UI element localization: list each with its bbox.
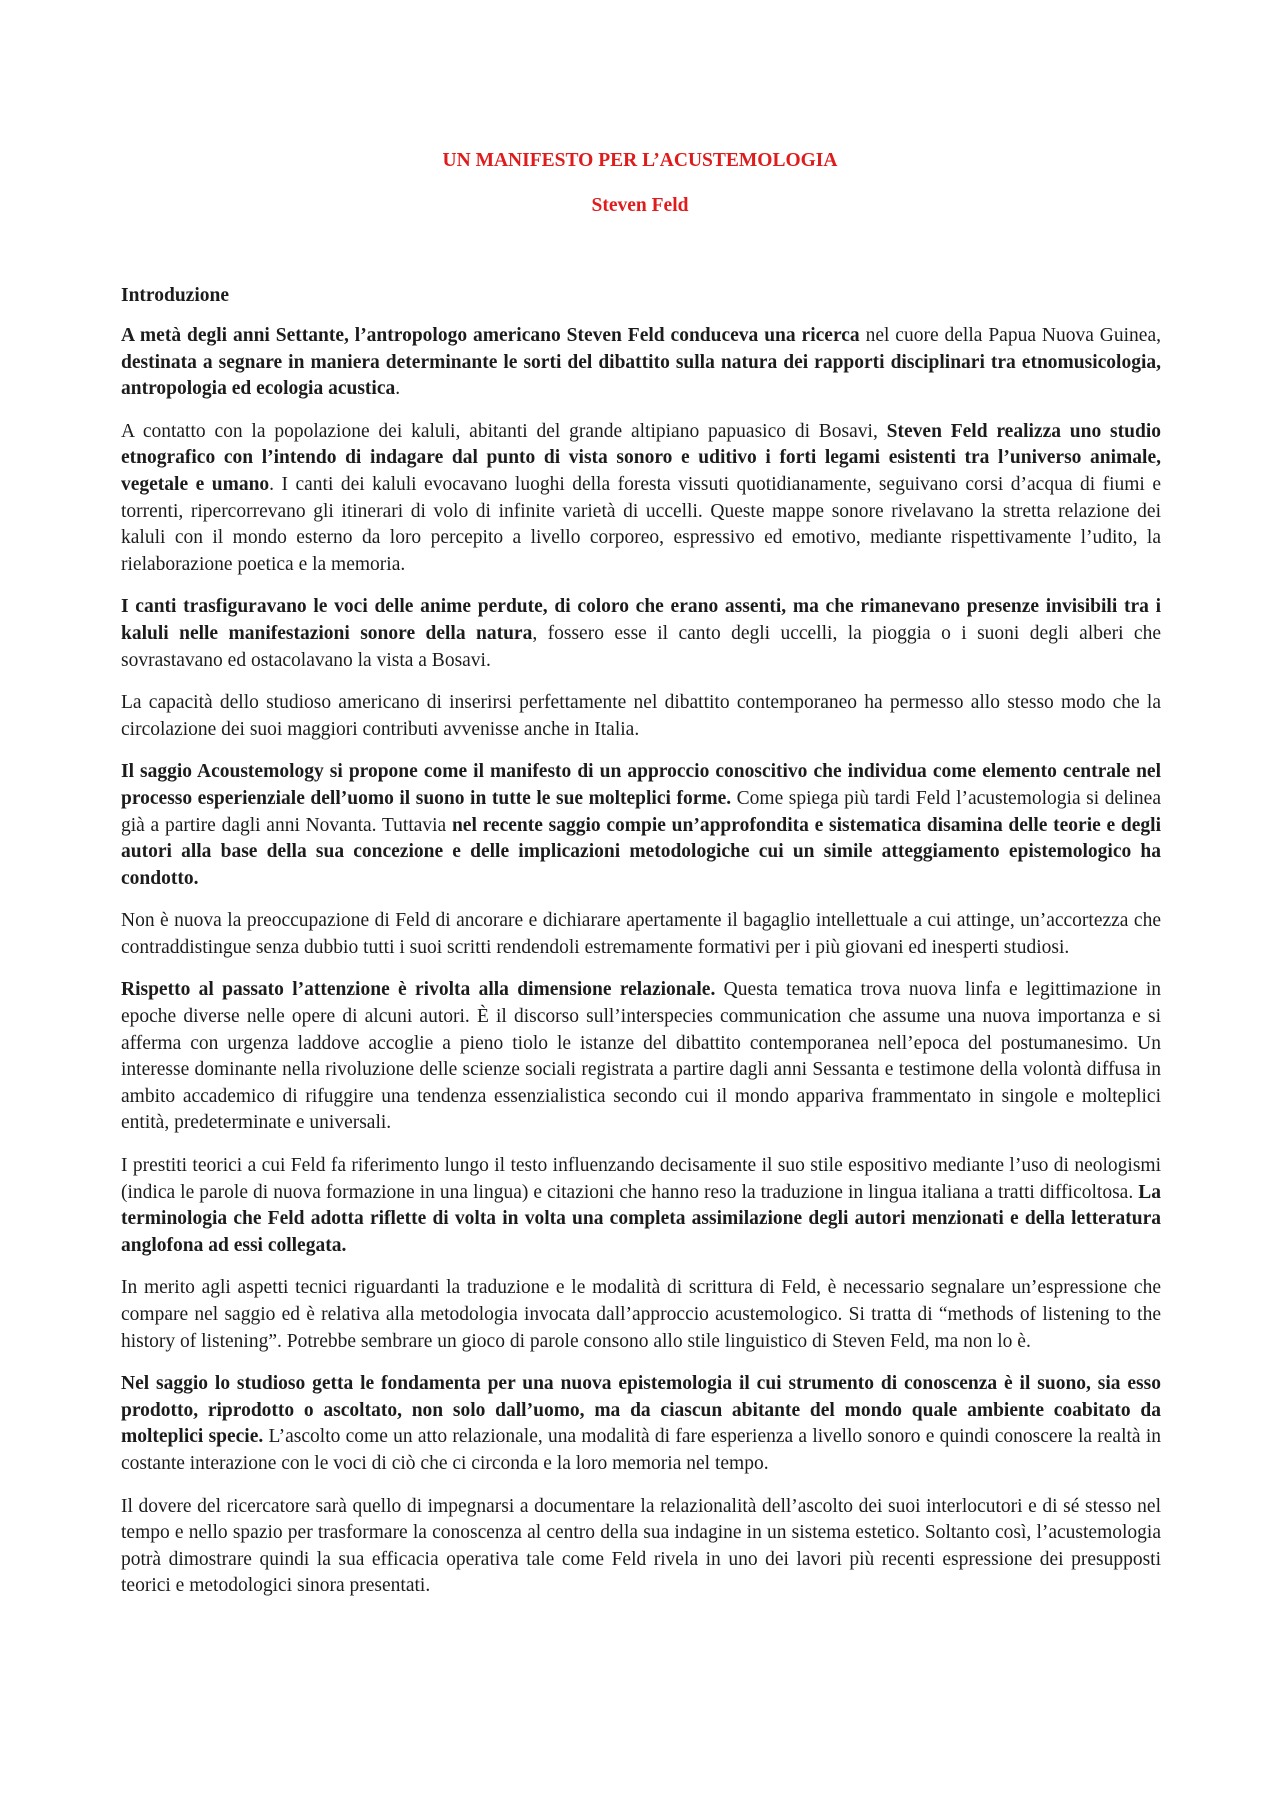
bold-text-run: nel recente saggio compie un’approfondita e sistematica disamina delle teorie e degli autori alla base della sua concezione e delle implicazioni metodologiche cui un simile atteggiamento epistemologico ha condotto. [121,814,1161,889]
text-run: . [395,378,401,400]
paragraph [121,594,1161,674]
text-run: In merito agli aspetti tecnici riguardanti la traduzione e le modalità di scrittura di Feld, è necessario segnalare un’espressione che compare nel saggio ed è relativa alla metodologia invocata dall’approccio acustemologico. Si tratta di “methods of listening to the history of listening”. Potrebbe sembrare un gioco di parole consono allo stile linguistico di Steven Feld, ma non lo è. [121,1277,1161,1352]
text-run: I prestiti teorici a cui Feld fa riferimento lungo il testo influenzando decisamente il suo stile espositivo mediante l’uso di neologismi (indica le parole di nuova formazione in una lingua) e citazioni che hanno reso la traduzione in lingua italiana a tratti difficoltosa. [121,1155,1161,1203]
bold-text-run: I canti trasfiguravano le voci delle anime perdute, di coloro che erano assenti, ma che rimanevano presenze invisibili tra i kaluli nelle manifestazioni sonore della natura [121,596,1161,644]
paragraph [121,759,1161,892]
text-run: L’ascolto come un atto relazionale, una modalità di fare esperienza a livello sonoro e quindi conoscere la realtà in costante interazione con le voci di ciò che ci circonda e la loro memoria nel tempo. [121,1426,1161,1474]
paragraph [121,1494,1161,1600]
document-body [121,283,1161,1616]
document-title: UN MANIFESTO PER L’ACUSTEMOLOGIA [442,150,838,171]
text-run: . I canti dei kaluli evocavano luoghi della foresta vissuti quotidianamente, seguivano corsi d’acqua di fiumi e torrenti, ripercorrevano gli itinerari di volo di infinite varietà di uccelli. Queste mappe sonore rivelavano la stretta relazione dei kaluli con il mondo esterno da loro percepito a livello corporeo, espressivo ed emotivo, mediante rispettivamente l’udito, la rielaborazione poetica e la memoria. [121,473,1161,575]
text-run: Questa tematica trova nuova linfa e legittimazione in epoche diverse nelle opere di alcuni autori. È il discorso sull’interspecies communication che assume una nuova importanza e si afferma con urgenza laddove accoglie a pieno tiolo le istanze del dibattito contemporanea nell’epoca del postumanesimo. Un interesse dominante nella rivoluzione delle scienze sociali registrata a partire dagli anni Sessanta e testimone della volontà diffusa in ambito accademico di rifuggire una tendenza essenzialistica secondo cui il mondo appariva frammentato in singole e molteplici entità, predeterminate e universali. [121,979,1161,1134]
paragraph [121,690,1161,743]
text-run: nel cuore della Papua Nuova Guinea, [859,325,1161,346]
paragraph [121,1275,1161,1355]
text-run: Il dovere del ricercatore sarà quello di impegnarsi a documentare la relazionalità dell’ascolto dei suoi interlocutori e di sé stesso nel tempo e nello spazio per trasformare la conoscenza al centro della sua indagine in un sistema estetico. Soltanto così, l’acustemologia potrà dimostrare quindi la sua efficacia operativa tale come Feld rivela in uno dei lavori più recenti espressione dei presupposti teorici e metodologici sinora presentati. [121,1495,1161,1597]
bold-text-run: La terminologia che Feld adotta riflette di volta in volta una completa assimilazione degli autori menzionati e della letteratura anglofona ad essi collegata. [121,1181,1161,1256]
paragraph [121,1153,1161,1259]
paragraph [121,323,1161,403]
paragraph-list [121,323,1161,1600]
bold-text-run: Steven Feld realizza uno studio etnografico con l’intendo di indagare dal punto di vista sonoro e uditivo i forti legami esistenti tra l’universo animale, vegetale e umano [121,420,1161,495]
text-run: La capacità dello studioso americano di inserirsi perfettamente nel dibattito contemporaneo ha permesso allo stesso modo che la circolazione dei suoi maggiori contributi avvenisse anche in Italia. [121,692,1161,740]
bold-text-run: Nel saggio lo studioso getta le fondamenta per una nuova epistemologia il cui strumento di conoscenza è il suono, sia esso prodotto, riprodotto o ascoltato, non solo dall’uomo, ma da ciascun abitante del mondo quale ambiente coabitato da molteplici specie. [121,1373,1161,1448]
paragraph [121,419,1161,579]
paragraph [121,908,1161,961]
section-heading: Introduzione [121,285,229,306]
paragraph [121,1371,1161,1477]
text-run: A contatto con la popolazione dei kaluli, abitanti del grande altipiano papuasico di Bosavi, [121,420,887,442]
text-run: Come spiega più tardi Feld l’acustemologia si delinea già a partire dagli anni Novanta. Tuttavia [121,787,1161,836]
bold-text-run: Rispetto al passato l’attenzione è rivolta alla dimensione relazionale. [121,979,716,1001]
text-run: , fossero esse il canto degli uccelli, la pioggia o i suoni degli alberi che sovrastavano ed ostacolavano la vista a Bosavi. [121,622,1161,671]
text-run: Non è nuova la preoccupazione di Feld di ancorare e dichiarare apertamente il bagaglio intellettuale a cui attinge, un’accortezza che contraddistingue senza dubbio tutti i suoi scritti rendendoli estremamente formativi per i più giovani ed inesperti studiosi. [121,910,1161,958]
paragraph [121,977,1161,1137]
document-author: Steven Feld [591,195,689,216]
bold-text-run: destinata a segnare in maniera determinante le sorti del dibattito sulla natura dei rapporti disciplinari tra etnomusicologia, antropologia ed ecologia acustica [121,351,1161,400]
bold-text-run: Il saggio Acoustemology si propone come il manifesto di un approccio conoscitivo che individua come elemento centrale nel processo esperienziale dell’uomo il suono in tutte le sue molteplici forme. [121,761,1161,809]
bold-text-run: A metà degli anni Settante, l’antropologo americano Steven Feld conduceva una ricerca [121,325,860,346]
